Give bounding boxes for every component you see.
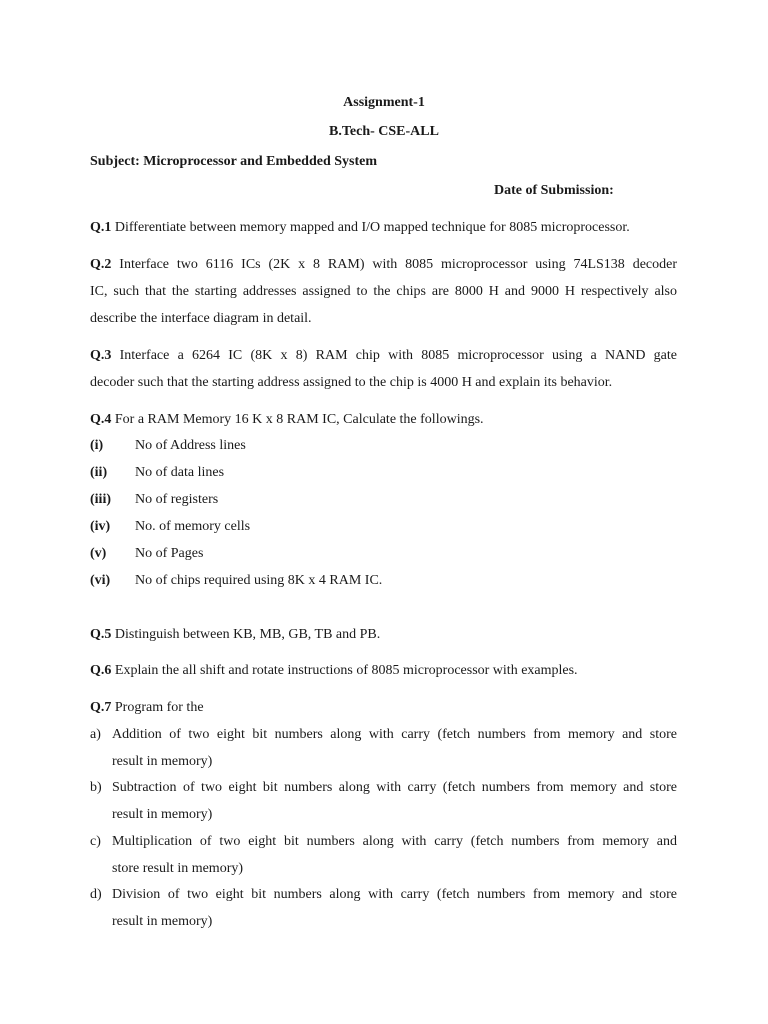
list-item-line-2: result in memory) — [112, 754, 213, 769]
list-item: No of registers — [135, 492, 219, 507]
list-marker: (iv) — [90, 519, 111, 534]
question-1 — [90, 219, 630, 237]
question-text: Interface two 6116 ICs (2K x 8 RAM) with 8085 microprocessor using 74LS138 decoder — [119, 257, 677, 272]
question-number: Q.1 — [90, 220, 112, 235]
subject-label: Subject: — [90, 154, 140, 169]
date-of-submission: Date of Submission: — [494, 183, 614, 198]
list-item: No of chips required using 8K x 4 RAM IC. — [135, 573, 383, 588]
list-marker: c) — [90, 834, 101, 849]
list-item: No of data lines — [135, 465, 225, 480]
assignment-title: Assignment-1 — [343, 95, 425, 110]
list-marker: (i) — [90, 438, 104, 453]
list-marker: a) — [90, 727, 101, 742]
question-number: Q.6 — [90, 663, 112, 678]
question-6 — [90, 662, 578, 680]
subject-line — [90, 153, 377, 171]
question-number: Q.7 — [90, 700, 112, 715]
list-item-line-2: result in memory) — [112, 914, 213, 929]
question-2-line-1 — [90, 256, 677, 274]
question-2-line-2: IC, such that the starting addresses assigned to the chips are 8000 H and 9000 H respectively also — [90, 284, 677, 299]
question-4 — [90, 411, 484, 429]
list-marker: (vi) — [90, 573, 111, 588]
list-item: No of Address lines — [135, 438, 246, 453]
course-title: B.Tech- CSE-ALL — [329, 124, 439, 139]
question-text: Explain the all shift and rotate instructions of 8085 microprocessor with examples. — [114, 663, 578, 678]
question-number: Q.5 — [90, 627, 112, 642]
question-number: Q.4 — [90, 412, 112, 427]
question-7 — [90, 699, 204, 717]
question-5 — [90, 626, 380, 644]
question-text: For a RAM Memory 16 K x 8 RAM IC, Calculate the followings. — [114, 412, 484, 427]
list-item: No of Pages — [135, 546, 204, 561]
question-text: Interface a 6264 IC (8K x 8) RAM chip with 8085 microprocessor using a NAND gate — [119, 348, 677, 363]
question-2-line-3: describe the interface diagram in detail. — [90, 311, 312, 326]
question-text: Differentiate between memory mapped and I/O mapped technique for 8085 microprocessor. — [114, 220, 630, 235]
list-marker: (iii) — [90, 492, 111, 507]
subject-value: Microprocessor and Embedded System — [143, 154, 378, 169]
question-text: Program for the — [114, 700, 204, 715]
list-item-line-1: Addition of two eight bit numbers along with carry (fetch numbers from memory and store — [112, 727, 677, 742]
list-marker: (ii) — [90, 465, 108, 480]
question-number: Q.3 — [90, 348, 112, 363]
question-3-line-1 — [90, 347, 677, 365]
list-item-line-2: store result in memory) — [112, 861, 244, 876]
list-item-line-1: Subtraction of two eight bit numbers along with carry (fetch numbers from memory and store — [112, 780, 677, 795]
list-item-line-1: Multiplication of two eight bit numbers along with carry (fetch numbers from memory and — [112, 834, 677, 849]
list-marker: b) — [90, 780, 102, 795]
list-marker: (v) — [90, 546, 107, 561]
question-text: Distinguish between KB, MB, GB, TB and PB. — [114, 627, 381, 642]
list-item-line-1: Division of two eight bit numbers along with carry (fetch numbers from memory and store — [112, 887, 677, 902]
question-number: Q.2 — [90, 257, 112, 272]
list-item: No. of memory cells — [135, 519, 251, 534]
list-marker: d) — [90, 887, 102, 902]
list-item-line-2: result in memory) — [112, 807, 213, 822]
question-3-line-2: decoder such that the starting address assigned to the chip is 4000 H and explain its behavior. — [90, 375, 613, 390]
